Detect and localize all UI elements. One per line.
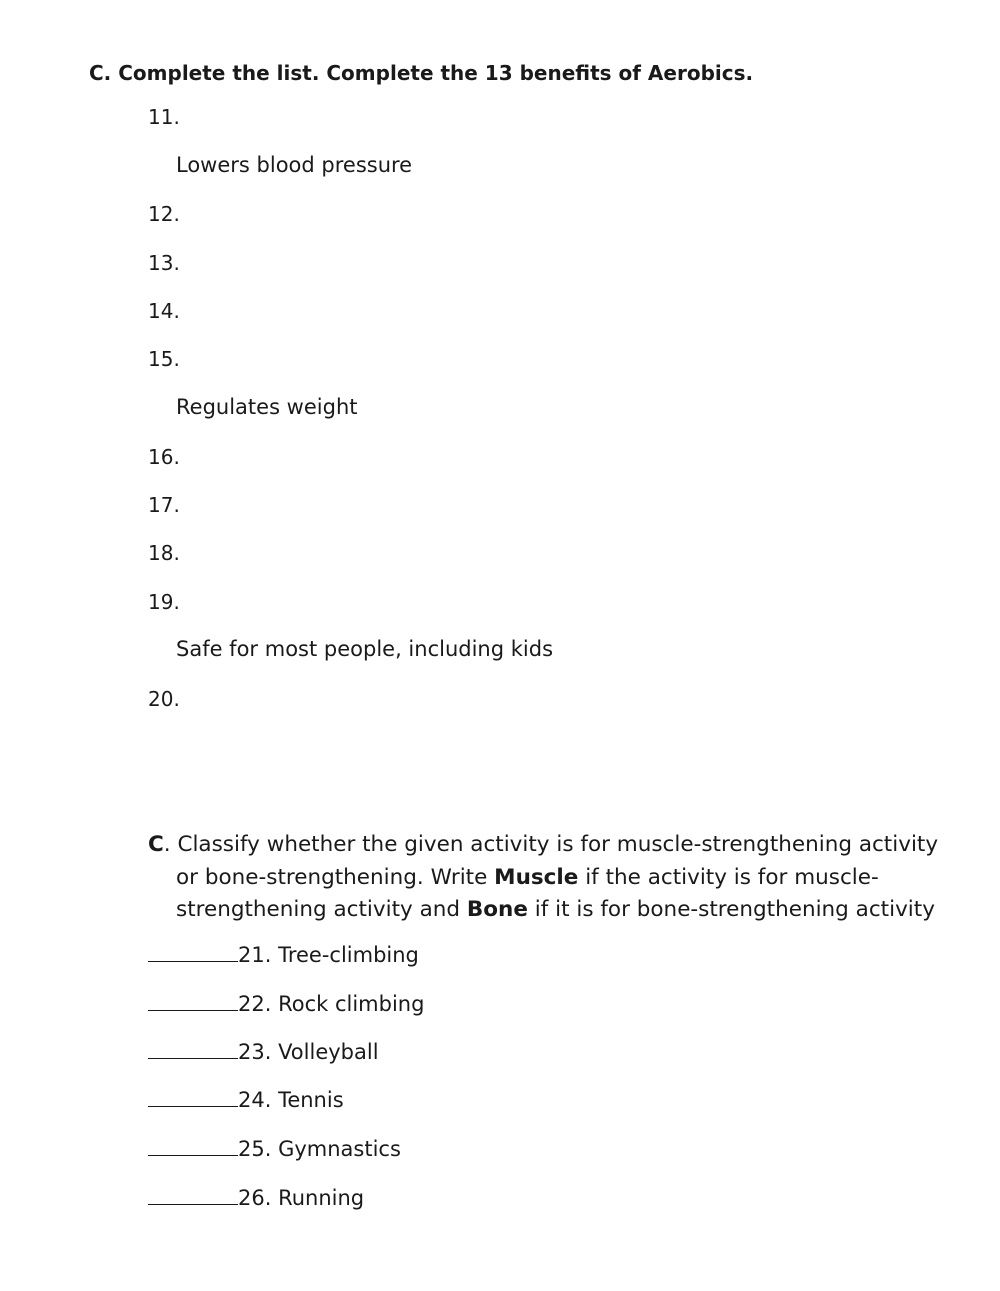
- activity-item-23: [148, 1042, 379, 1063]
- activity-label-22: 22. Rock climbing: [238, 992, 425, 1016]
- list-number-19: 19.: [148, 590, 180, 614]
- muscle-keyword: Muscle: [494, 864, 579, 890]
- list-number-20: 20.: [148, 687, 180, 711]
- given-answer-19: Safe for most people, including kids: [176, 637, 554, 661]
- activity-item-21: [148, 945, 419, 966]
- list-number-13: 13.: [148, 251, 180, 275]
- activity-label-24: 24. Tennis: [238, 1088, 344, 1112]
- list-number-17: 17.: [148, 493, 180, 517]
- activity-label-23: 23. Volleyball: [238, 1040, 379, 1064]
- activity-item-24: [148, 1090, 344, 1111]
- instruction-line-3-pre: strengthening activity and: [176, 897, 467, 922]
- activity-label-21: 21. Tree-climbing: [238, 943, 419, 967]
- answer-blank-26[interactable]: [148, 1203, 238, 1205]
- activity-label-26: 26. Running: [238, 1186, 365, 1210]
- list-number-15: 15.: [148, 347, 180, 371]
- section-c1-heading: C. Complete the list. Complete the 13 benefits of Aerobics.: [89, 61, 754, 85]
- section-c2-label: C: [148, 832, 164, 857]
- list-number-12: 12.: [148, 202, 180, 226]
- instruction-line-2-pre: or bone-strengthening. Write: [176, 864, 495, 890]
- instruction-line-1: [148, 829, 968, 862]
- list-number-18: 18.: [148, 541, 180, 565]
- activity-label-25: 25. Gymnastics: [238, 1137, 401, 1161]
- activity-item-22: [148, 994, 424, 1015]
- list-number-11: 11.: [148, 105, 180, 129]
- instruction-line-1-text: . Classify whether the given activity is for muscle-strengthening activity: [163, 832, 939, 857]
- list-number-16: 16.: [148, 445, 180, 469]
- instruction-line-2: [148, 862, 968, 895]
- activity-item-25: [148, 1139, 401, 1160]
- given-answer-11: Lowers blood pressure: [176, 153, 413, 177]
- activity-item-26: [148, 1188, 364, 1209]
- instruction-line-3-post: if it is for bone-strengthening activity: [527, 897, 935, 922]
- answer-blank-21[interactable]: [148, 960, 238, 962]
- answer-blank-23[interactable]: [148, 1057, 238, 1059]
- given-answer-15: Regulates weight: [176, 395, 358, 419]
- answer-blank-22[interactable]: [148, 1009, 238, 1011]
- instruction-line-2-post: if the activity is for muscle-: [578, 864, 879, 890]
- answer-blank-25[interactable]: [148, 1154, 238, 1156]
- bone-keyword: Bone: [466, 897, 528, 922]
- answer-blank-24[interactable]: [148, 1105, 238, 1107]
- section-c2-instructions: [148, 829, 968, 927]
- instruction-line-3: [148, 894, 968, 927]
- list-number-14: 14.: [148, 299, 180, 323]
